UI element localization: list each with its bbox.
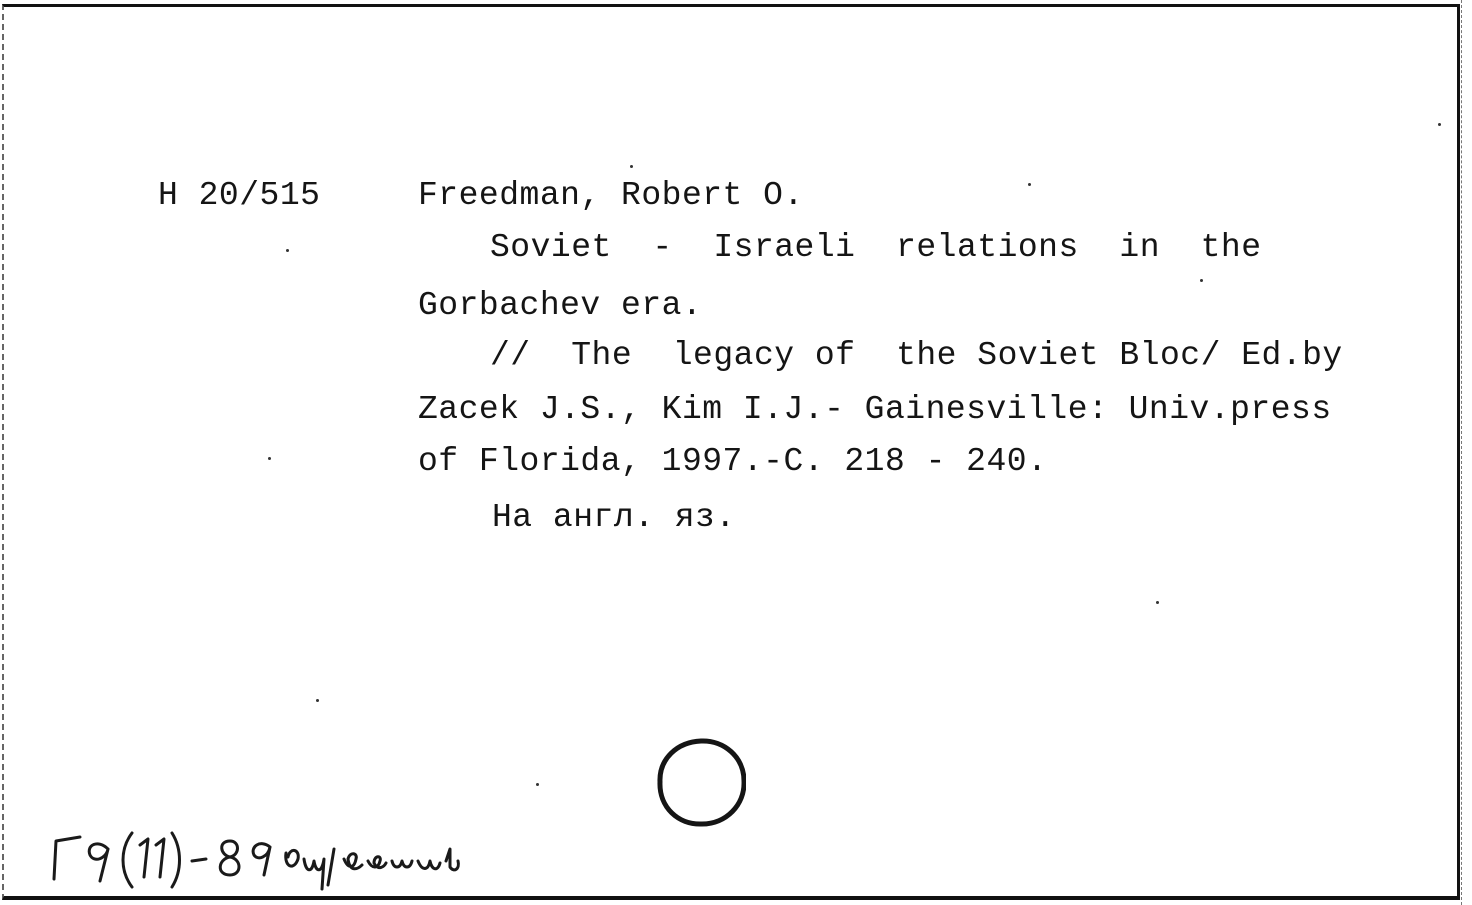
scan-speck xyxy=(286,249,289,252)
author-line: Freedman, Robert O. xyxy=(418,177,804,214)
shelfmark: Н 20/515 xyxy=(158,177,321,214)
scan-speck xyxy=(1028,183,1031,186)
scan-speck xyxy=(1438,123,1441,126)
scan-speck xyxy=(630,165,633,168)
catalog-card xyxy=(2,4,1460,900)
scan-speck xyxy=(536,783,539,786)
scan-speck xyxy=(1156,601,1159,604)
scan-edge xyxy=(1461,0,1468,905)
source-line-1: // The legacy of the Soviet Bloc/ Ed.by xyxy=(490,337,1343,374)
scan-speck xyxy=(268,457,271,460)
source-line-2: Zacek J.S., Kim I.J.- Gainesville: Univ.press xyxy=(418,391,1332,428)
punch-hole-icon xyxy=(656,737,746,827)
language-note: На англ. яз. xyxy=(492,499,736,536)
source-line-3: of Florida, 1997.-С. 218 - 240. xyxy=(418,443,1048,480)
scan-speck xyxy=(1200,279,1203,282)
handwritten-note-image xyxy=(48,819,548,899)
title-line-1: Soviet - Israeli relations in the xyxy=(490,229,1262,266)
title-line-2: Gorbachev era. xyxy=(418,287,703,324)
scan-speck xyxy=(316,699,319,702)
